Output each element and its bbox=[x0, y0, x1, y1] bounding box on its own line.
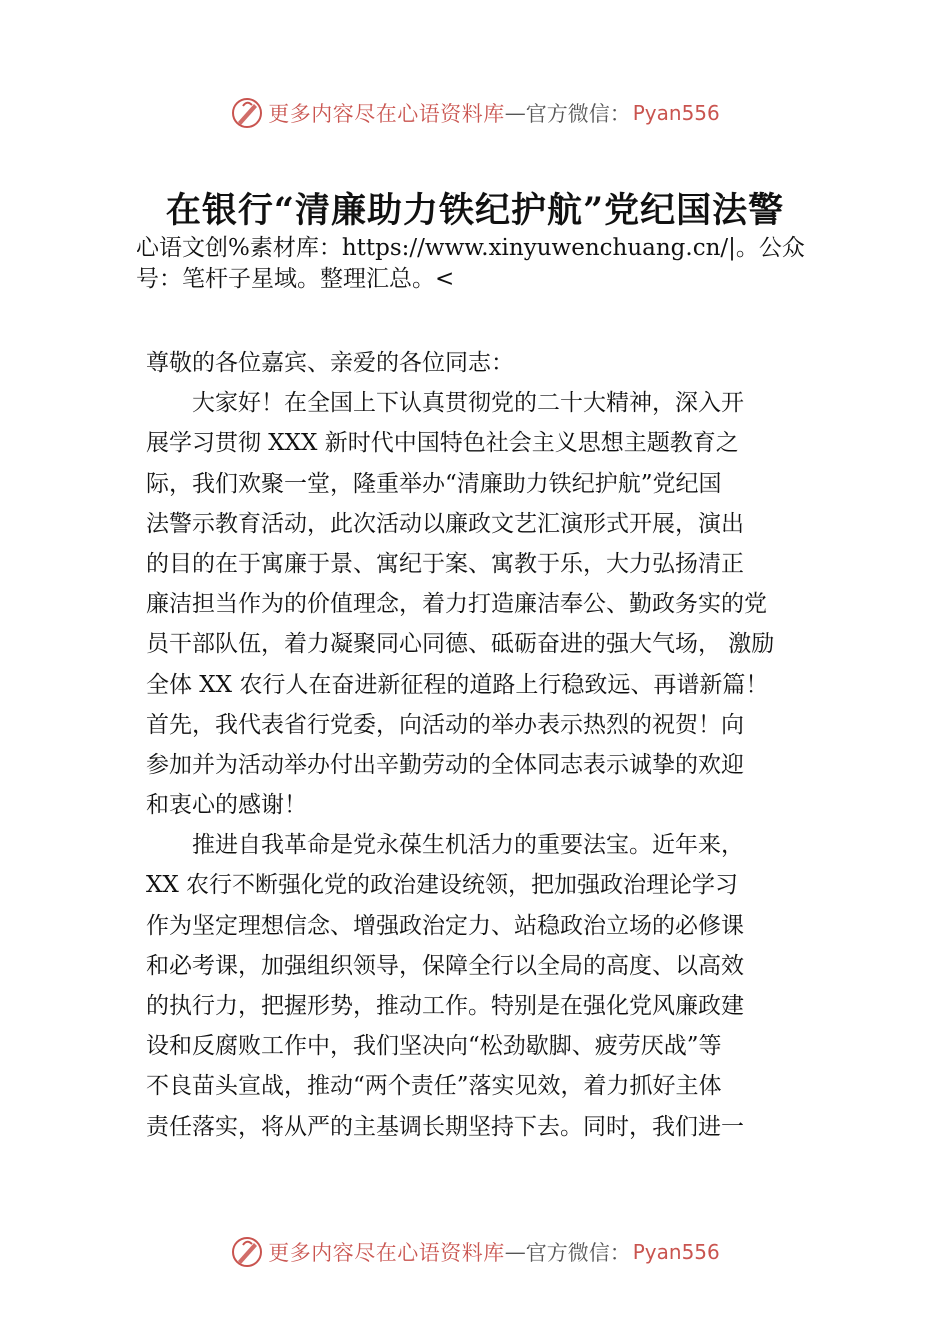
body-line: 不良苗头宣战，推动“两个责任”落实见效，着力抓好主体 bbox=[146, 1073, 722, 1100]
banner-wechat-id: Pyan556 bbox=[632, 101, 720, 125]
body-line: 展学习贯彻 XXX 新时代中国特色社会主义思想主题教育之 bbox=[146, 430, 739, 457]
document-title: 在银行“清廉助力铁纪护航”党纪国法警 bbox=[165, 190, 785, 231]
body-line: 尊敬的各位嘉宾、亲爱的各位同志： bbox=[146, 350, 514, 376]
pen-logo-icon bbox=[230, 96, 264, 130]
header-banner bbox=[0, 93, 950, 133]
body-line: 和衷心的感谢！ bbox=[146, 792, 307, 819]
banner-dash: — bbox=[504, 1240, 526, 1264]
body-line: 首先，我代表省行党委，向活动的举办表示热烈的祝贺！向 bbox=[146, 711, 744, 738]
banner-wechat-label: 官方微信： bbox=[525, 1241, 631, 1265]
body-line: 法警示教育活动，此次活动以廉政文艺汇演形式开展，演出 bbox=[146, 510, 744, 537]
body-line: 作为坚定理想信念、增强政治定力、站稳政治立场的必修课 bbox=[146, 912, 744, 939]
body-line: 参加并为活动举办付出辛勤劳动的全体同志表示诚挚的欢迎 bbox=[146, 751, 744, 778]
body-line: 和必考课，加强组织领导，保障全行以全局的高度、以高效 bbox=[146, 952, 744, 979]
body-line: XX 农行不断强化党的政治建设统领，把加强政治理论学习 bbox=[146, 872, 739, 899]
banner-main-text: 更多内容尽在心语资料库 bbox=[268, 1241, 505, 1265]
speech-body bbox=[146, 343, 836, 1147]
source-note bbox=[136, 233, 836, 295]
body-line: 的目的在于寓廉于景、寓纪于案、寓教于乐，大力弘扬清正 bbox=[146, 550, 744, 577]
pen-logo-icon bbox=[230, 1235, 264, 1269]
body-line: 大家好！在全国上下认真贯彻党的二十大精神，深入开 bbox=[146, 390, 744, 417]
footer-banner bbox=[0, 1232, 950, 1272]
body-line: 全体 XX 农行人在奋进新征程的道路上行稳致远、再谱新篇！ bbox=[146, 671, 769, 698]
body-line: 员干部队伍，着力凝聚同心同德、砥砺奋进的强大气场， 激励 bbox=[146, 631, 775, 658]
banner-main-text: 更多内容尽在心语资料库 bbox=[268, 102, 505, 126]
body-line: 廉洁担当作为的价值理念，着力打造廉洁奉公、勤政务实的党 bbox=[146, 591, 767, 618]
body-line: 设和反腐败工作中，我们坚决向“松劲歇脚、疲劳厌战”等 bbox=[146, 1033, 722, 1060]
banner-dash: — bbox=[504, 101, 526, 125]
source-line: 心语文创%素材库：https://www.xinyuwenchuang.cn/|。公众 bbox=[136, 235, 805, 261]
body-line: 际，我们欢聚一堂，隆重举办“清廉助力铁纪护航”党纪国 bbox=[146, 470, 722, 497]
body-line: 推进自我革命是党永葆生机活力的重要法宝。近年来， bbox=[146, 832, 744, 859]
source-line: 号：笔杆子星域。整理汇总。< bbox=[136, 266, 455, 292]
body-line: 责任落实，将从严的主基调长期坚持下去。同时，我们进一 bbox=[146, 1113, 744, 1140]
body-line: 的执行力，把握形势，推动工作。特别是在强化党风廉政建 bbox=[146, 993, 744, 1019]
banner-wechat-label: 官方微信： bbox=[525, 102, 631, 126]
banner-wechat-id: Pyan556 bbox=[632, 1240, 720, 1264]
